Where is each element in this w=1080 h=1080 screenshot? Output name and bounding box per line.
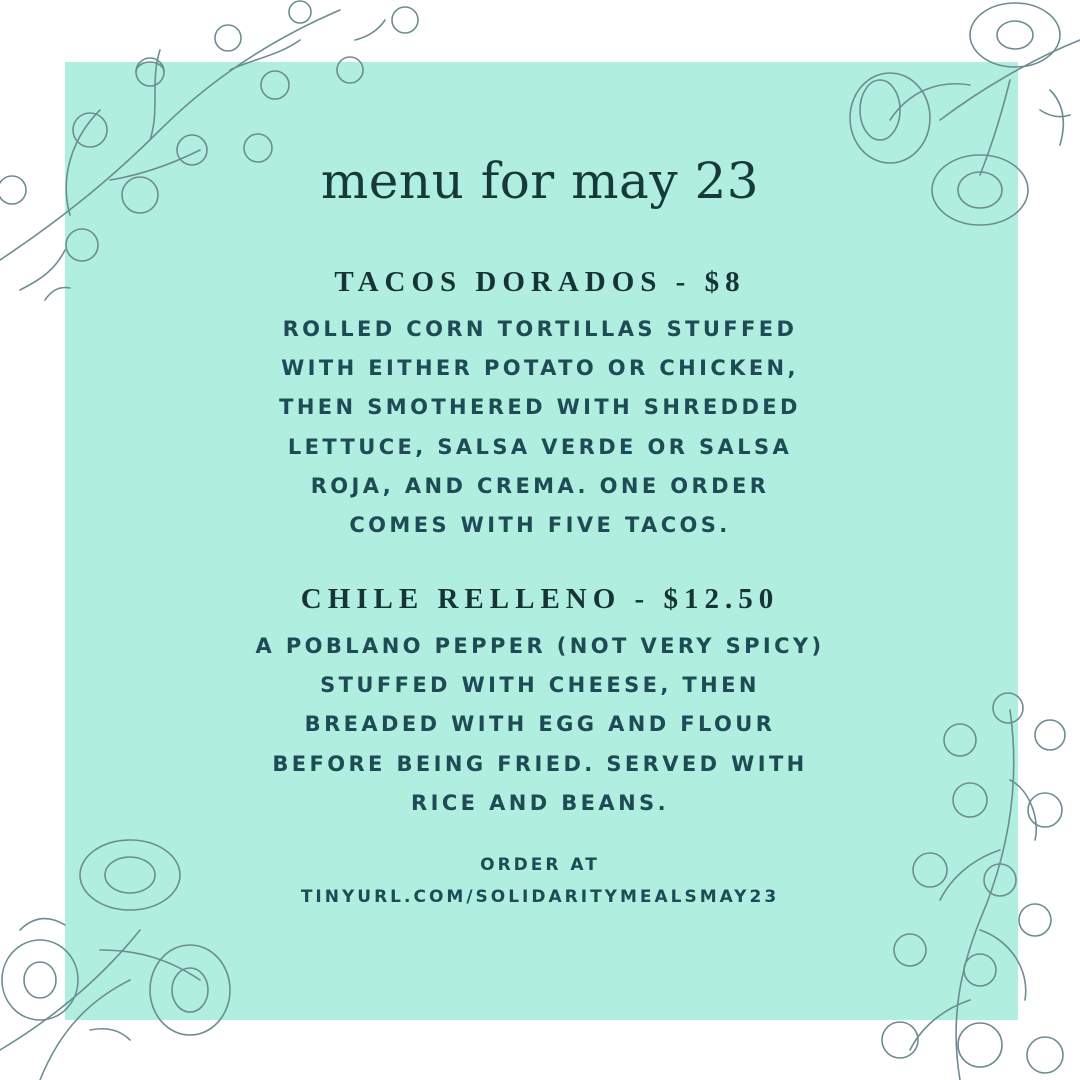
dish-2-description-line: A POBLANO PEPPER (NOT VERY SPICY) (255, 634, 825, 658)
dish-1-description-line: LETTUCE, SALSA VERDE OR SALSA (287, 434, 793, 459)
dish-1-description-line: COMES WITH FIVE TACOS. (349, 513, 731, 538)
dish-2-name: CHILE RELLENO - $12.50 (300, 583, 780, 615)
dish-1-description-line: ROJA, AND CREMA. ONE ORDER (310, 473, 770, 498)
dish-1-description-line: THEN SMOTHERED WITH SHREDDED (279, 395, 801, 420)
dish-2-description-line: RICE AND BEANS. (411, 790, 669, 815)
dish-2-description-line: STUFFED WITH CHEESE, THEN (320, 673, 760, 698)
dish-2-description-line: BEFORE BEING FRIED. SERVED WITH (272, 751, 808, 776)
dish-2-description (0, 627, 1080, 823)
menu-title: menu for may 23 (320, 152, 760, 210)
dish-2-description-line: BREADED WITH EGG AND FLOUR (304, 712, 776, 737)
dish-1-description (0, 310, 1080, 545)
dish-1-description-line: WITH EITHER POTATO OR CHICKEN, (281, 356, 799, 381)
order-label: ORDER AT (480, 855, 600, 875)
dish-1-description-line: ROLLED CORN TORTILLAS STUFFED (282, 317, 798, 341)
order-link[interactable]: TINYURL.COM/SOLIDARITYMEALSMAY23 (300, 887, 780, 907)
order-info (0, 849, 1080, 913)
dish-1-name: TACOS DORADOS - $8 (334, 266, 746, 298)
